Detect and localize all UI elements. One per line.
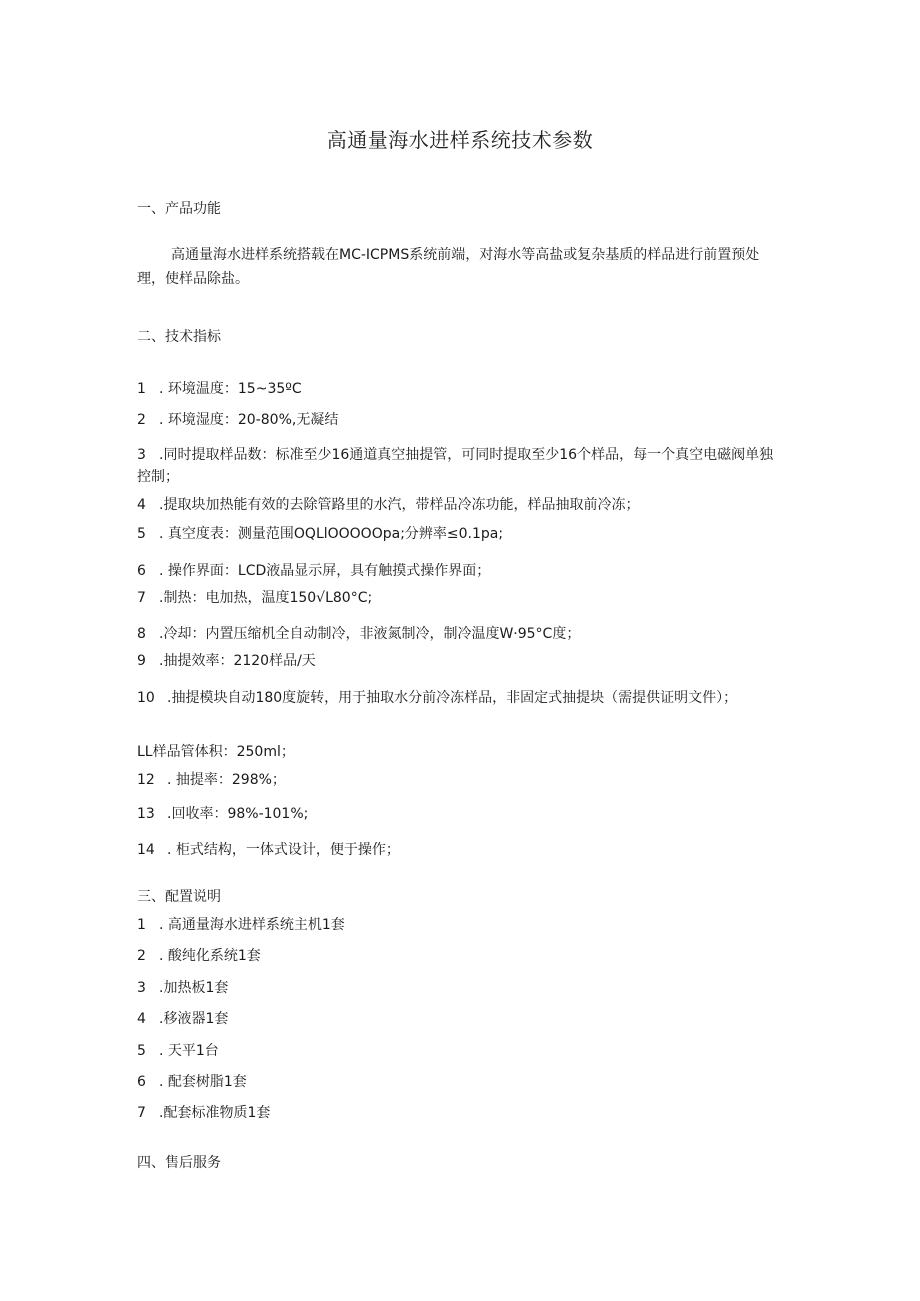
product-function-paragraph [137,243,787,291]
spec-item-text: .冷却：内置压缩机全自动制冷，非液氮制冷，制冷温度W·95°C度； [159,626,581,642]
spec-item-text: . 环境温度：15~35ºC [159,381,302,397]
spec-item-number: 4 [137,497,146,513]
spec-item-text: LL样品管体积：250ml； [137,744,295,760]
spec-item [137,841,400,859]
spec-item [137,805,308,823]
spec-item-text: . 环境湿度：20-80%,无凝结 [159,412,339,428]
spec-item [137,562,490,580]
section-heading-tech-specs: 二、技术指标 [137,329,221,345]
config-item-number: 7 [137,1105,146,1121]
spec-item-text: .抽提模块自动180度旋转，用于抽取水分前冷冻样品，非固定式抽提块（需提供证明文件）； [167,690,738,706]
spec-item [137,496,639,514]
spec-item-text: .制热：电加热，温度150√L80°C; [159,590,373,606]
config-item-text: .加热板1套 [159,980,229,996]
spec-item [137,743,295,761]
spec-item [137,625,580,643]
spec-item [137,444,787,488]
spec-item-number: 7 [137,590,146,606]
config-item-text: . 高通量海水进样系统主机1套 [159,917,345,933]
spec-item-text: . 操作界面：LCD液晶显示屏，具有触摸式操作界面； [159,563,491,579]
section-heading-after-sales: 四、售后服务 [137,1155,221,1171]
spec-item-number: 3 [137,447,146,463]
spec-item [137,411,338,429]
spec-item-text: . 真空度表：测量范围OQLlOOOOOpa;分辨率≤0.1pa; [159,526,504,542]
spec-item-number: 5 [137,526,146,542]
config-item [137,1073,247,1091]
config-item [137,1010,228,1028]
section-heading-configuration: 三、配置说明 [137,889,221,905]
spec-item [137,589,372,607]
spec-item-text: . 柜式结构，一体式设计，便于操作； [167,842,400,858]
spec-item [137,771,286,789]
config-item-number: 3 [137,980,146,996]
spec-item-number: 10 [137,690,155,706]
spec-item-text: .提取块加热能有效的去除管路里的水汽，带样品冷冻功能，样品抽取前冷冻； [159,497,640,513]
spec-item-text: .回收率：98%-101%; [167,806,309,822]
config-item-text: . 天平1台 [159,1043,219,1059]
config-item-text: .配套标准物质1套 [159,1105,271,1121]
spec-item-text: .抽提效率：2120样品/天 [159,653,316,669]
config-item-number: 2 [137,948,146,964]
config-item-number: 6 [137,1074,146,1090]
spec-item-number: 14 [137,842,155,858]
spec-item-text: . 抽提率：298%； [167,772,286,788]
spec-item-number: 6 [137,563,146,579]
config-item [137,916,345,934]
spec-item [137,652,316,670]
config-item-number: 4 [137,1011,146,1027]
config-item-text: .移液器1套 [159,1011,229,1027]
product-function-text: 高通量海水进样系统搭载在MC-ICPMS系统前端，对海水等高盐或复杂基质的样品进行前置预处理，使样品除盐。 [137,247,760,287]
config-item-text: . 酸纯化系统1套 [159,948,261,964]
spec-item [137,687,787,709]
spec-item [137,525,503,543]
config-item-text: . 配套树脂1套 [159,1074,247,1090]
spec-item-number: 9 [137,653,146,669]
config-item [137,1104,270,1122]
spec-item-text: .同时提取样品数：标准至少16通道真空抽提管，可同时提取至少16个样品，每一个真空电磁阀单独控制； [137,447,774,485]
spec-item [137,380,302,398]
spec-item-number: 13 [137,806,155,822]
spec-item-number: 8 [137,626,146,642]
section-heading-product-function: 一、产品功能 [137,201,221,217]
spec-item-number: 1 [137,381,146,397]
spec-item-number: 12 [137,772,155,788]
config-item-number: 1 [137,917,146,933]
spec-item-number: 2 [137,412,146,428]
config-item [137,1042,219,1060]
config-item [137,947,261,965]
page-title: 高通量海水进样系统技术参数 [326,128,594,152]
config-item [137,979,228,997]
config-item-number: 5 [137,1043,146,1059]
